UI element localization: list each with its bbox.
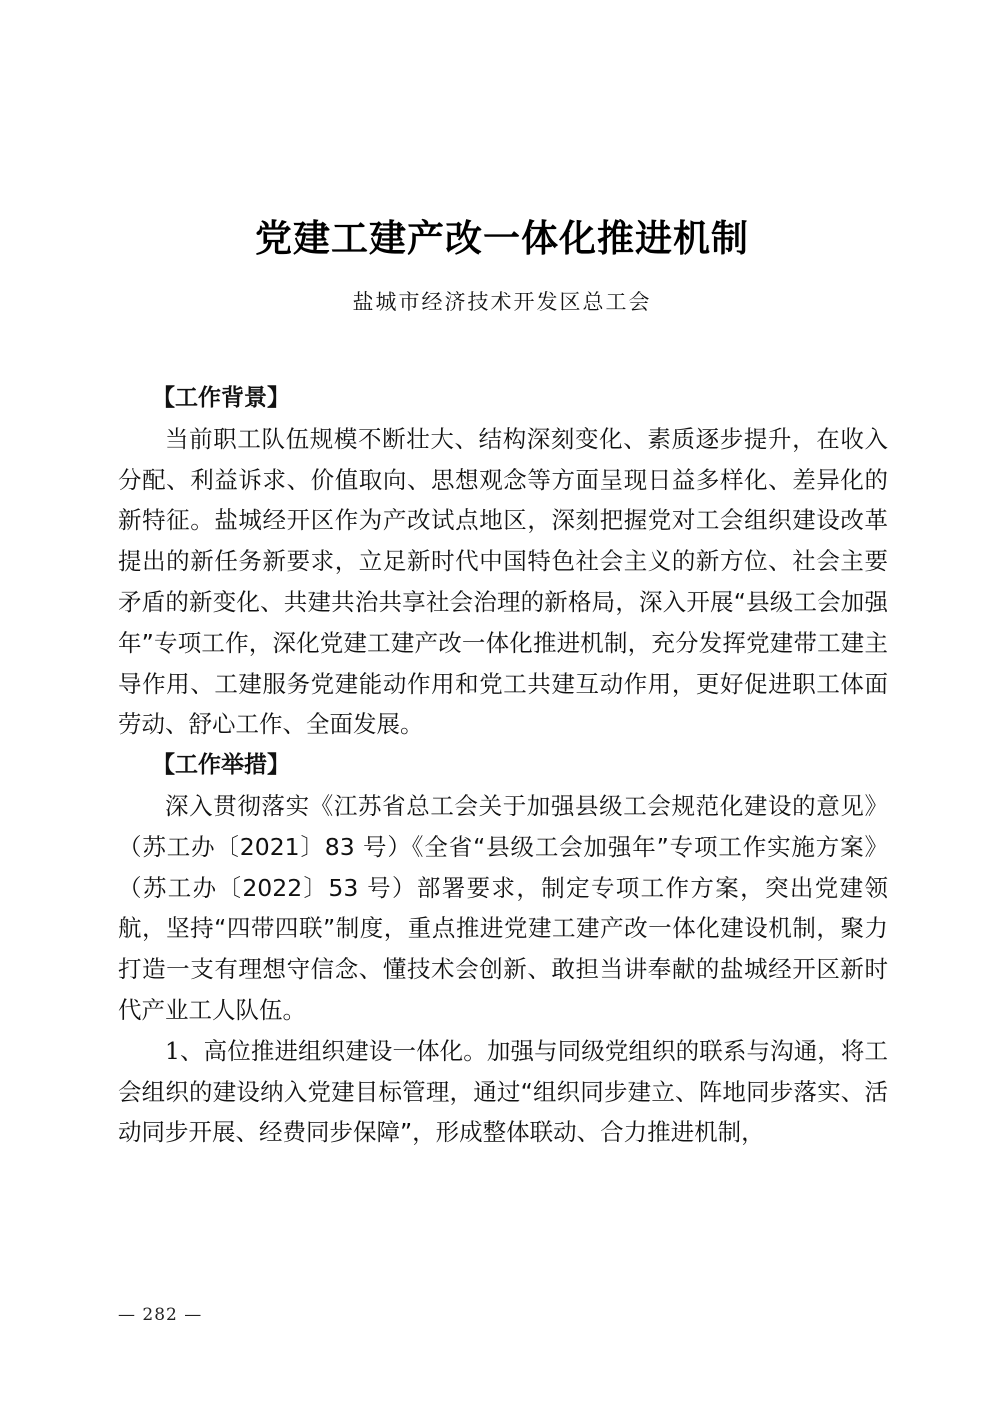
document-title: 党建工建产改一体化推进机制 bbox=[255, 216, 749, 260]
background-paragraph: 当前职工队伍规模不断壮大、结构深刻变化、素质逐步提升，在收入分配、利益诉求、价值取向、思想观念等方面呈现日益多样化、差异化的新特征。盐城经开区作为产改试点地区，深刻把握党对工会组织建设改革提出的新任务新要求，立足新时代中国特色社会主义的新方位、社会主要矛盾的新变化、共建共治共享社会治理的新格局，深入开展“县级工会加强年”专项工作，深化党建工建产改一体化推进机制，充分发挥党建带工建主导作用、工建服务党建能动作用和党工共建互动作用，更好促进职工体面劳动、舒心工作、全面发展。 bbox=[118, 424, 888, 739]
document-body bbox=[118, 378, 888, 1153]
page-number: — 282 — bbox=[118, 1305, 203, 1325]
section-heading-measures: 【工作举措】 bbox=[152, 752, 290, 779]
section-heading-background: 【工作背景】 bbox=[152, 385, 290, 411]
measure-item-1 bbox=[118, 1031, 888, 1153]
measure-item-1-lead: 1、高位推进组织建设一体化。 bbox=[165, 1036, 487, 1065]
measure-item-1-text: 加强与同级党组织的联系与沟通，将工会组织的建设纳入党建目标管理，通过“组织同步建立、阵地同步落实、活动同步开展、经费同步保障”，形成整体联动、合力推进机制， bbox=[118, 1036, 888, 1147]
measures-paragraph: 深入贯彻落实《江苏省总工会关于加强县级工会规范化建设的意见》（苏工办〔2021〕83 号）《全省“县级工会加强年”专项工作实施方案》（苏工办〔2022〕53 号）部署要求，制定专项工作方案，突出党建领航，坚持“四带四联”制度，重点推进党建工建产改一体化建设机制，聚力打造一支有理想守信念、懂技术会创新、敢担当讲奉献的盐城经开区新时代产业工人队伍。 bbox=[118, 791, 888, 1024]
document-author: 盐城市经济技术开发区总工会 bbox=[352, 290, 652, 314]
